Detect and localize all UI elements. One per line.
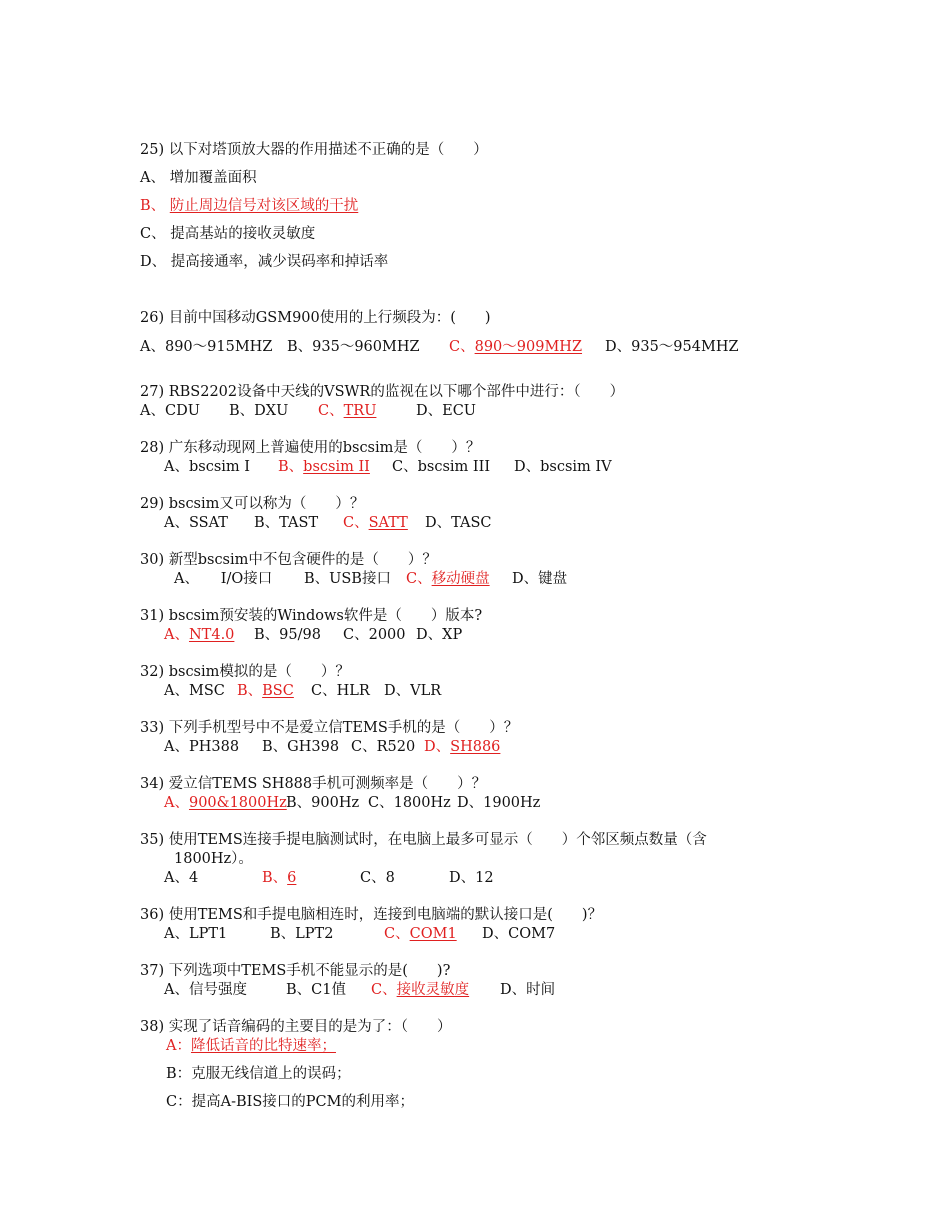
q26-option-a: A、890～915MHZ: [140, 339, 273, 355]
answer-text: 900&1800Hz: [188, 795, 287, 811]
q37-option-d: D、时间: [500, 982, 556, 998]
option-letter: B、: [262, 870, 288, 886]
q26-option-c-answer: [449, 338, 582, 356]
q25-option-d: D、 提高接通率，减少误码率和掉话率: [140, 254, 389, 270]
option-letter: B、: [278, 459, 304, 475]
q30-option-a: A、 I/O接口: [174, 571, 273, 587]
q32-option-a: A、MSC: [164, 683, 225, 699]
question-28: 28) 广东移动现网上普遍使用的bscsim是（ ）？: [140, 440, 481, 456]
q36-option-d: D、COM7: [482, 926, 556, 942]
q35-option-c: C、8: [360, 870, 395, 886]
q32-option-b-answer: [237, 682, 294, 700]
answer-text: bscsim II: [303, 459, 370, 475]
question-34: 34) 爱立信TEMS SH888手机可测频率是（ ）？: [140, 776, 487, 792]
q33-option-c: C、R520: [351, 739, 416, 755]
question-37: 37) 下列选项中TEMS手机不能显示的是( )?: [140, 963, 451, 979]
q33-option-d-answer: [424, 738, 500, 756]
q27-option-a: A、CDU: [140, 403, 200, 419]
q34-option-d: D、1900Hz: [457, 795, 541, 811]
q30-option-b: B、USB接口: [304, 571, 391, 587]
q36-option-c-answer: [384, 925, 457, 943]
question-31: 31) bscsim预安装的Windows软件是（ ）版本?: [140, 608, 483, 624]
question-35-continued: 1800Hz）。: [174, 851, 253, 867]
q28-option-a: A、bscsim I: [164, 459, 250, 475]
q33-option-b: B、GH398: [262, 739, 340, 755]
answer-text: NT4.0: [188, 627, 235, 643]
option-letter: C、: [384, 926, 410, 942]
question-38: 38) 实现了话音编码的主要目的是为了：（ ）: [140, 1019, 452, 1035]
answer-text: 防止周边信号对该区域的干扰: [169, 198, 359, 214]
option-letter: C、: [343, 515, 369, 531]
q31-option-c: C、2000: [343, 627, 406, 643]
question-33: 33) 下列手机型号中不是爱立信TEMS手机的是（ ）？: [140, 720, 519, 736]
q29-option-b: B、TAST: [254, 515, 319, 531]
option-letter: B、: [237, 683, 263, 699]
option-letter: A、: [164, 627, 189, 643]
option-letter: C、: [371, 982, 397, 998]
q34-option-a-answer: [164, 794, 287, 812]
answer-text: 6: [287, 870, 297, 886]
q31-option-a-answer: [164, 626, 234, 644]
question-35: 35) 使用TEMS连接手提电脑测试时，在电脑上最多可显示（ ）个邻区频点数量（含: [140, 832, 707, 848]
answer-text: COM1: [409, 926, 457, 942]
q26-option-b: B、935～960MHZ: [287, 339, 420, 355]
q36-option-a: A、LPT1: [164, 926, 228, 942]
answer-text: 接收灵敏度: [396, 982, 470, 998]
option-letter: A：: [166, 1038, 191, 1054]
q32-option-d: D、VLR: [384, 683, 442, 699]
q38-option-b: B：克服无线信道上的误码；: [166, 1066, 351, 1082]
q32-option-c: C、HLR: [311, 683, 370, 699]
q34-option-b: B、900Hz: [286, 795, 360, 811]
answer-text: 890～909MHZ: [474, 339, 583, 355]
option-letter: C、: [318, 403, 344, 419]
q28-option-c: C、bscsim III: [392, 459, 491, 475]
question-25: 25) 以下对塔顶放大器的作用描述不正确的是（ ）: [140, 142, 488, 158]
q35-option-d: D、12: [449, 870, 494, 886]
answer-text: 移动硬盘: [431, 571, 490, 587]
question-27: 27) RBS2202设备中天线的VSWR的监视在以下哪个部件中进行：（ ）: [140, 384, 625, 400]
q25-option-c: C、 提高基站的接收灵敏度: [140, 226, 316, 242]
option-letter: C、: [449, 339, 475, 355]
q35-option-a: A、4: [164, 870, 199, 886]
q37-option-c-answer: [371, 981, 469, 999]
q27-option-d: D、ECU: [416, 403, 477, 419]
question-29: 29) bscsim又可以称为（ ）？: [140, 496, 365, 512]
question-26: 26) 目前中国移动GSM900使用的上行频段为：( ): [140, 310, 491, 326]
q31-option-d: D、XP: [416, 627, 463, 643]
answer-text: 降低话音的比特速率；: [190, 1038, 336, 1054]
q26-option-d: D、935～954MHZ: [605, 339, 739, 355]
q25-option-a: A、 增加覆盖面积: [140, 170, 257, 186]
q29-option-c-answer: [343, 514, 408, 532]
q34-option-c: C、1800Hz: [368, 795, 451, 811]
q38-option-c: C：提高A-BIS接口的PCM的利用率；: [166, 1094, 414, 1110]
q29-option-d: D、TASC: [425, 515, 492, 531]
q29-option-a: A、SSAT: [164, 515, 228, 531]
q30-option-c-answer: [406, 570, 490, 588]
q31-option-b: B、95/98: [254, 627, 321, 643]
q37-option-a: A、信号强度: [164, 982, 247, 998]
question-32: 32) bscsim模拟的是（ ）？: [140, 664, 350, 680]
question-30: 30) 新型bscsim中不包含硬件的是（ ）？: [140, 552, 437, 568]
question-36: 36) 使用TEMS和手提电脑相连时，连接到电脑端的默认接口是( )？: [140, 907, 603, 923]
answer-text: BSC: [262, 683, 294, 699]
q28-option-b-answer: [278, 458, 370, 476]
option-letter: C、: [406, 571, 432, 587]
option-letter: A、: [164, 795, 189, 811]
q27-option-c-answer: [318, 402, 376, 420]
q37-option-b: B、C1值: [286, 982, 346, 998]
answer-text: SATT: [368, 515, 408, 531]
q28-option-d: D、bscsim IV: [514, 459, 612, 475]
q36-option-b: B、LPT2: [270, 926, 334, 942]
q25-option-b-answer: [140, 197, 358, 215]
q27-option-b: B、DXU: [229, 403, 289, 419]
q38-option-a-answer: [166, 1037, 336, 1055]
q30-option-d: D、键盘: [512, 571, 568, 587]
option-letter: B、: [140, 198, 170, 214]
option-letter: D、: [424, 739, 451, 755]
answer-text: SH886: [450, 739, 501, 755]
q33-option-a: A、PH388: [164, 739, 240, 755]
q35-option-b-answer: [262, 869, 296, 887]
answer-text: TRU: [343, 403, 377, 419]
